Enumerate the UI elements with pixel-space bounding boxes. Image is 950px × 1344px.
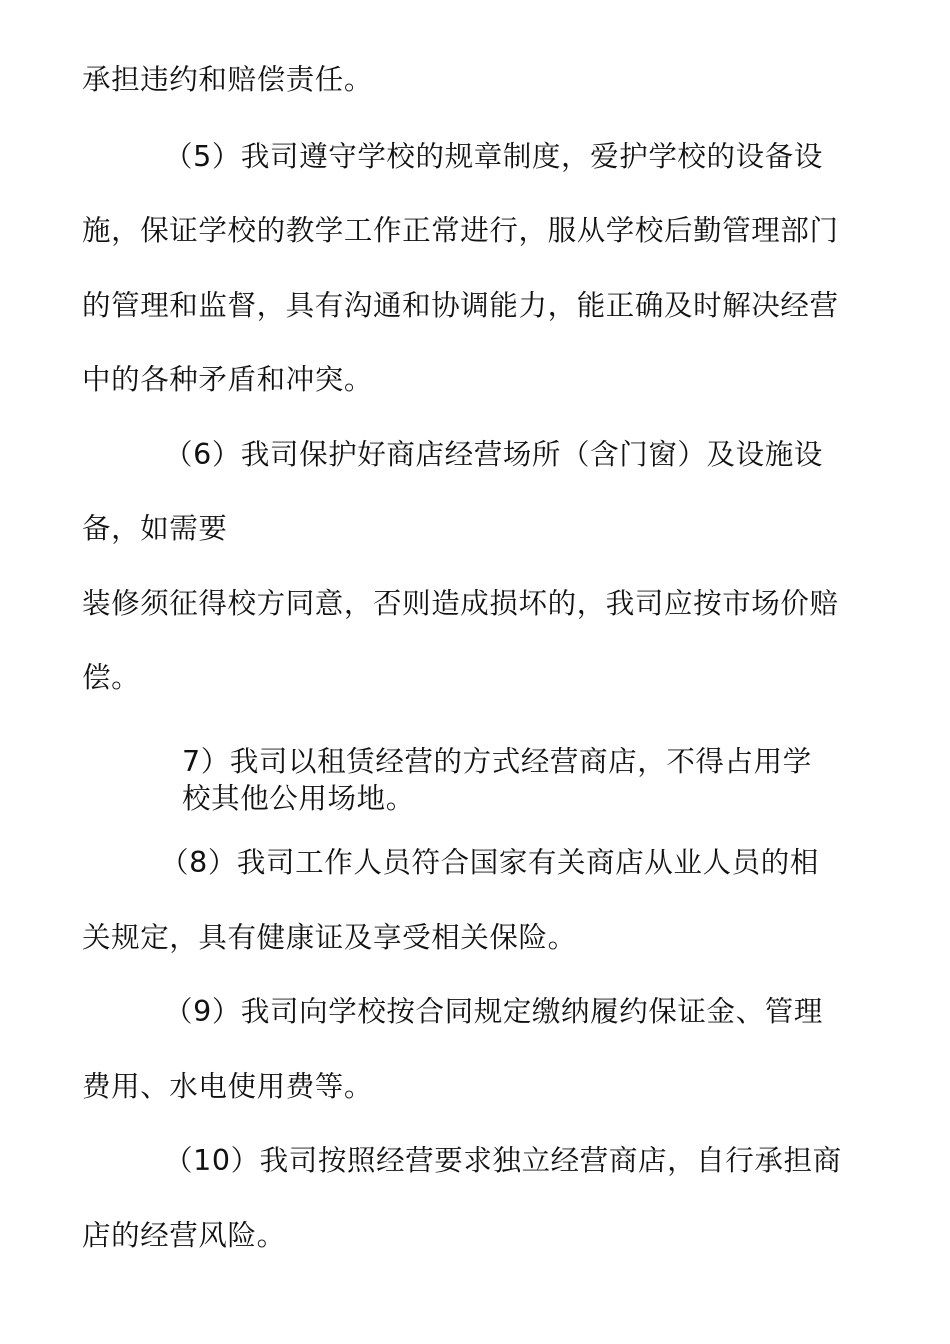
- clause-5-line-2: 施，保证学校的教学工作正常进行，服从学校后勤管理部门: [82, 214, 839, 247]
- clause-9-line-2: 费用、水电使用费等。: [82, 1070, 374, 1103]
- clause-6-line-4: 偿。: [82, 661, 141, 694]
- clause-5-line-1: （5）我司遵守学校的规章制度，爱护学校的设备设: [164, 140, 823, 173]
- clause-6-line-2: 备，如需要: [82, 512, 228, 545]
- clause-10-line-2: 店的经营风险。: [82, 1219, 286, 1252]
- clause-8-line-1: （8）我司工作人员符合国家有关商店从业人员的相: [160, 846, 819, 879]
- clause-5-line-3: 的管理和监督，具有沟通和协调能力，能正确及时解决经营: [82, 289, 839, 322]
- clause-7-line-1: 7）我司以租赁经营的方式经营商店，不得占用学: [182, 745, 812, 778]
- clause-5-line-4: 中的各种矛盾和冲突。: [82, 363, 374, 396]
- clause-6-line-3: 装修须征得校方同意，否则造成损坏的，我司应按市场价赔: [82, 587, 839, 620]
- clause-7-line-2: 校其他公用场地。: [182, 782, 415, 815]
- clause-8-line-2: 关规定，具有健康证及享受相关保险。: [82, 921, 577, 954]
- clause-10-line-1: （10）我司按照经营要求独立经营商店，自行承担商: [164, 1144, 842, 1177]
- paragraph-line: 承担违约和赔偿责任。: [82, 63, 374, 96]
- clause-6-line-1: （6）我司保护好商店经营场所（含门窗）及设施设: [164, 438, 823, 471]
- clause-9-line-1: （9）我司向学校按合同规定缴纳履约保证金、管理: [164, 995, 823, 1028]
